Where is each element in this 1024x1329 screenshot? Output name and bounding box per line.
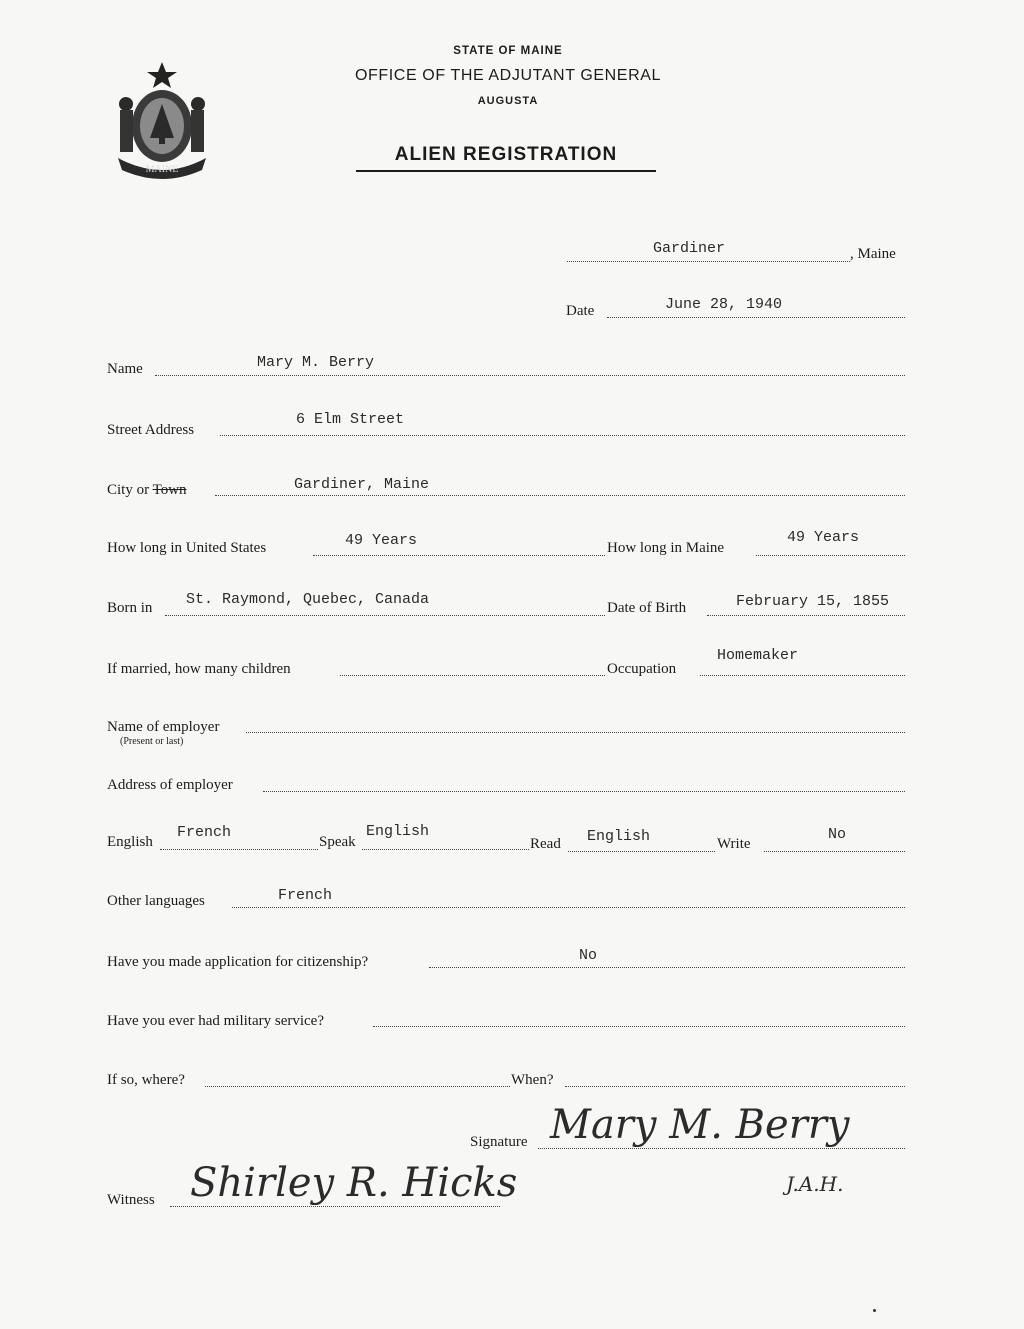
english-value: French	[177, 824, 232, 841]
place-value: Gardiner	[653, 240, 726, 257]
us-label: How long in United States	[107, 540, 267, 556]
children-label: If married, how many children	[107, 661, 291, 677]
city-value: Gardiner, Maine	[294, 476, 430, 493]
when-label: When?	[511, 1072, 554, 1088]
header-city: AUGUSTA	[477, 95, 539, 107]
city-label-struck: Town	[152, 482, 187, 498]
born-label: Born in	[107, 600, 153, 616]
initials-value: J.A.H.	[786, 1172, 844, 1196]
read-value: English	[587, 828, 651, 845]
born-value: St. Raymond, Quebec, Canada	[186, 591, 430, 608]
page-title: ALIEN REGISTRATION	[356, 144, 656, 172]
occupation-value: Homemaker	[717, 647, 799, 664]
place-suffix: , Maine	[850, 246, 896, 262]
state-seal	[108, 58, 216, 180]
military-label: Have you ever had military service?	[107, 1013, 324, 1029]
citizenship-label: Have you made application for citizenship?	[107, 954, 369, 970]
employer-label: Name of employer	[107, 719, 220, 735]
dob-label: Date of Birth	[607, 600, 687, 616]
dob-value: February 15, 1855	[736, 593, 890, 610]
witness-label: Witness	[107, 1192, 155, 1208]
write-value: No	[828, 826, 847, 843]
employer-address-label: Address of employer	[107, 777, 233, 793]
read-label: Read	[530, 836, 561, 852]
other-lang-value: French	[278, 887, 333, 904]
date-label: Date	[566, 303, 595, 319]
speak-value: English	[366, 823, 430, 840]
english-label: English	[107, 834, 153, 850]
witness-value: Shirley R. Hicks	[190, 1160, 518, 1206]
signature-label: Signature	[470, 1134, 528, 1150]
us-value: 49 Years	[345, 532, 418, 549]
signature-value: Mary M. Berry	[550, 1102, 850, 1148]
name-value: Mary M. Berry	[257, 354, 375, 371]
header-state: STATE OF MAINE	[453, 45, 563, 57]
citizenship-value: No	[579, 947, 598, 964]
other-lang-label: Other languages	[107, 893, 205, 909]
street-label: Street Address	[107, 422, 195, 438]
street-value: 6 Elm Street	[296, 411, 405, 428]
speak-label: Speak	[319, 834, 356, 850]
maine-label: How long in Maine	[607, 540, 725, 556]
date-value: June 28, 1940	[665, 296, 783, 313]
maine-value: 49 Years	[787, 529, 860, 546]
header-office: OFFICE OF THE ADJUTANT GENERAL	[354, 67, 662, 84]
city-label-prefix: City or	[107, 482, 150, 498]
where-label: If so, where?	[107, 1072, 185, 1088]
city-label	[107, 482, 187, 499]
write-label: Write	[717, 836, 751, 852]
occupation-label: Occupation	[607, 661, 677, 677]
employer-sublabel: (Present or last)	[120, 736, 184, 747]
name-label: Name	[107, 361, 143, 377]
svg-text:MAINE: MAINE	[145, 164, 179, 175]
